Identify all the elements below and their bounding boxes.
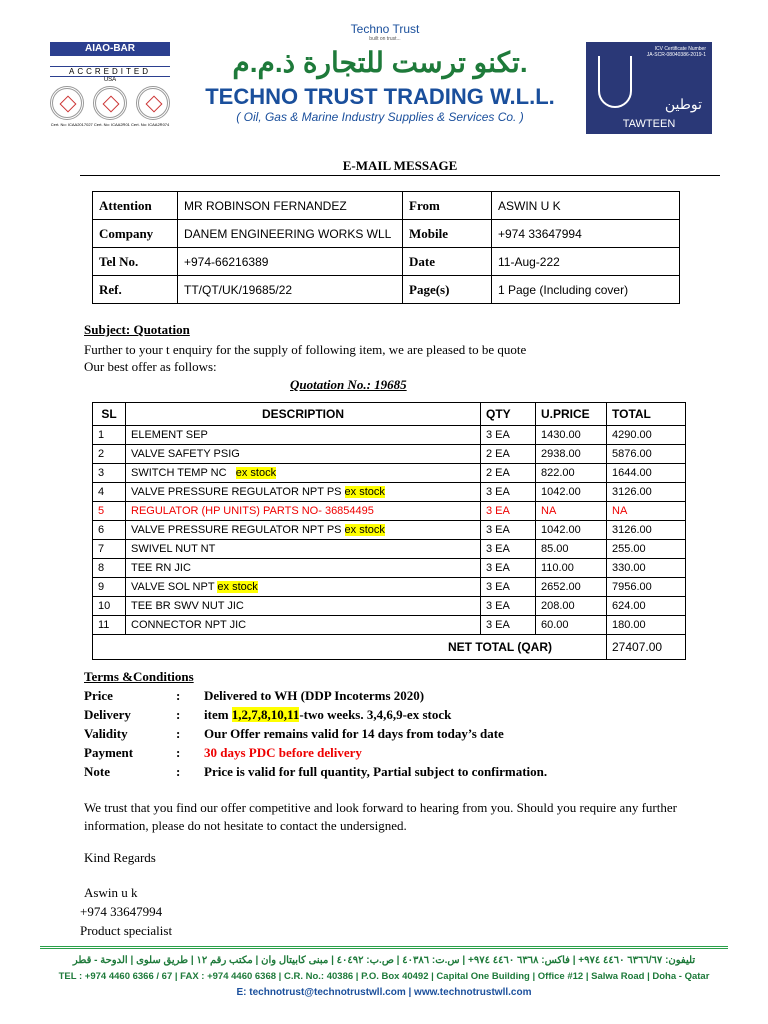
intro-line: Our best offer as follows:	[84, 359, 217, 374]
table-row	[93, 616, 686, 635]
aiao-band: AIAO-BAR	[50, 42, 170, 56]
item-sl: 8	[93, 559, 126, 578]
item-total: NA	[607, 502, 686, 521]
delivery-prefix: item	[204, 707, 232, 722]
tel-label: Tel No.	[93, 248, 178, 276]
usa-text: USA	[103, 77, 117, 83]
item-description-text: VALVE SAFETY PSIG	[131, 448, 240, 460]
item-description	[126, 426, 481, 445]
company-value: DANEM ENGINEERING WORKS WLL	[178, 220, 403, 248]
item-qty: 3 EA	[481, 502, 536, 521]
item-qty: 3 EA	[481, 483, 536, 502]
item-qty: 3 EA	[481, 616, 536, 635]
ref-label: Ref.	[93, 276, 178, 304]
item-uprice: 208.00	[536, 597, 607, 616]
item-sl: 1	[93, 426, 126, 445]
item-uprice: 60.00	[536, 616, 607, 635]
ex-stock-highlight: ex stock	[344, 524, 385, 536]
terms-value: 30 days PDC before delivery	[204, 745, 362, 760]
mobile-value: +974 33647994	[492, 220, 680, 248]
footer-arabic: تليفون: ٦٣٦٦/٦٧ ٤٤٦٠ ٩٧٤+ | فاكس: ٦٣٦٨ ٤٤٦٠ ٩٧٤+ | س.ت: ٤٠٣٨٦ | ص.ب: ٤٠٤٩٢ | مبنى كابيتال وان | مكتب رقم ١٢ | طريق سلوى | الدوحة - قطر	[72, 955, 696, 966]
item-total: 330.00	[607, 559, 686, 578]
item-sl: 3	[93, 464, 126, 483]
table-row	[93, 597, 686, 616]
from-label: From	[403, 192, 492, 220]
terms-value	[204, 705, 451, 724]
item-total: 3126.00	[607, 483, 686, 502]
from-value: ASWIN U K	[492, 192, 680, 220]
cert-numbers: Cert. No: ICAA2017027 Cert. No: ICAA2R01 Cert. No: ICAA2R074	[50, 122, 170, 127]
item-description	[126, 502, 481, 521]
item-qty: 3 EA	[481, 597, 536, 616]
table-row	[93, 559, 686, 578]
item-qty: 2 EA	[481, 464, 536, 483]
item-total: 255.00	[607, 540, 686, 559]
item-qty: 3 EA	[481, 578, 536, 597]
item-qty: 3 EA	[481, 521, 536, 540]
item-total: 7956.00	[607, 578, 686, 597]
item-sl: 9	[93, 578, 126, 597]
item-description	[126, 464, 481, 483]
quotation-items-table	[92, 402, 686, 660]
intro-line: Further to your t enquiry for the supply of following item, we are pleased to be quote	[84, 342, 527, 357]
item-description-text: SWITCH TEMP NC	[131, 467, 236, 479]
col-header-sl: SL	[93, 403, 126, 426]
terms-colon: :	[176, 764, 181, 779]
terms-label: Price	[84, 688, 113, 703]
terms-colon: :	[176, 726, 181, 741]
item-sl: 6	[93, 521, 126, 540]
item-description	[126, 540, 481, 559]
pages-label: Page(s)	[403, 276, 492, 304]
item-qty: 2 EA	[481, 445, 536, 464]
item-total: 180.00	[607, 616, 686, 635]
tel-value: +974-66216389	[178, 248, 403, 276]
terms-colon: :	[176, 745, 181, 760]
item-uprice: 822.00	[536, 464, 607, 483]
terms-title: Terms &Conditions	[84, 669, 194, 684]
item-sl: 4	[93, 483, 126, 502]
col-header-uprice: U.PRICE	[536, 403, 607, 426]
item-description-text: TEE RN JIC	[131, 562, 191, 574]
table-row	[93, 578, 686, 597]
item-description	[126, 445, 481, 464]
item-uprice: NA	[536, 502, 607, 521]
regards: Kind Regards	[84, 850, 156, 865]
item-total: 1644.00	[607, 464, 686, 483]
date-label: Date	[403, 248, 492, 276]
tawteen-cert: ICV Certificate Number JA-SCR-08040386-2019-1	[646, 46, 706, 58]
terms-list	[84, 686, 547, 781]
item-total: 624.00	[607, 597, 686, 616]
terms-label: Note	[84, 764, 110, 779]
company-name-arabic: تكنو ترست للتجارة ذ.م.م.	[232, 47, 528, 78]
net-total-label: NET TOTAL (QAR)	[93, 635, 607, 660]
accredited-text: ACCREDITED	[50, 66, 170, 77]
item-description-text: REGULATOR (HP UNITS) PARTS NO- 36854495	[131, 505, 374, 517]
item-sl: 7	[93, 540, 126, 559]
contact-info-table	[92, 191, 680, 304]
company-subtitle: ( Oil, Gas & Marine Industry Supplies & Services Co. )	[236, 110, 524, 124]
delivery-rest: -two weeks. 3,4,6,9-ex stock	[299, 707, 452, 722]
brand-tagline: built on trust...	[369, 36, 401, 42]
table-row	[93, 483, 686, 502]
item-description-text: VALVE PRESSURE REGULATOR NPT PS	[131, 486, 345, 498]
item-total: 5876.00	[607, 445, 686, 464]
seal-icon	[93, 86, 127, 120]
footer-email-web[interactable]: E: technotrust@technotrustwll.com | www.technotrustwll.com	[236, 987, 532, 998]
closing-paragraph: We trust that you find our offer competitive and look forward to hearing from you. Should you require any further information, please do not hesitate to contact the undersigned.	[84, 800, 677, 833]
item-sl: 2	[93, 445, 126, 464]
item-description-text: CONNECTOR NPT JIC	[131, 619, 247, 631]
intro-text	[84, 341, 704, 375]
item-qty: 3 EA	[481, 540, 536, 559]
table-header-row	[93, 403, 686, 426]
terms-row-delivery	[84, 705, 547, 724]
net-total-value: 27407.00	[607, 635, 686, 660]
certification-seals	[50, 86, 170, 120]
item-description-text: VALVE PRESSURE REGULATOR NPT PS	[131, 524, 345, 536]
item-description	[126, 559, 481, 578]
item-uprice: 2652.00	[536, 578, 607, 597]
terms-label: Delivery	[84, 707, 131, 722]
table-row	[93, 502, 686, 521]
terms-row-note	[84, 762, 547, 781]
terms-value: Price is valid for full quantity, Partial subject to confirmation.	[204, 764, 548, 779]
table-row	[93, 192, 680, 220]
attention-label: Attention	[93, 192, 178, 220]
item-description	[126, 483, 481, 502]
title-divider	[80, 175, 720, 176]
footer-contact: TEL : +974 4460 6366 / 67 | FAX : +974 4460 6368 | C.R. No.: 40386 | P.O. Box 40492 | Capital One Building | Office #12 | Salwa Road | Doha - Qatar	[58, 971, 710, 982]
footer-divider	[40, 946, 728, 949]
item-description	[126, 597, 481, 616]
table-row	[93, 445, 686, 464]
seal-icon	[50, 86, 84, 120]
item-uprice: 85.00	[536, 540, 607, 559]
signature-name: Aswin u k	[84, 885, 138, 900]
table-row	[93, 521, 686, 540]
tawteen-arabic: توطين	[664, 96, 702, 112]
ex-stock-highlight: ex stock	[217, 581, 258, 593]
terms-label: Validity	[84, 726, 128, 741]
item-qty: 3 EA	[481, 426, 536, 445]
letterhead	[0, 0, 768, 150]
pages-value: 1 Page (Including cover)	[492, 276, 680, 304]
item-uprice: 110.00	[536, 559, 607, 578]
terms-label: Payment	[84, 745, 134, 760]
signature-title: Product specialist	[80, 923, 173, 938]
item-uprice: 1042.00	[536, 483, 607, 502]
item-description	[126, 578, 481, 597]
item-description-text: ELEMENT SEP	[131, 429, 208, 441]
company-label: Company	[93, 220, 178, 248]
table-row	[93, 220, 680, 248]
ref-value: TT/QT/UK/19685/22	[178, 276, 403, 304]
table-row	[93, 248, 680, 276]
col-header-qty: QTY	[481, 403, 536, 426]
item-description	[126, 616, 481, 635]
terms-colon: :	[176, 707, 181, 722]
terms-row-price	[84, 686, 547, 705]
items-body	[93, 426, 686, 635]
mobile-label: Mobile	[403, 220, 492, 248]
tawteen-logo	[586, 42, 712, 134]
col-header-total: TOTAL	[607, 403, 686, 426]
item-qty: 3 EA	[481, 559, 536, 578]
brand-logo	[340, 22, 430, 42]
aiao-accreditation-logo	[50, 42, 170, 134]
table-row	[93, 276, 680, 304]
attention-value: MR ROBINSON FERNANDEZ	[178, 192, 403, 220]
tawteen-name: TAWTEEN	[622, 118, 676, 130]
terms-row-validity	[84, 724, 547, 743]
table-row	[93, 464, 686, 483]
terms-row-payment	[84, 743, 547, 762]
terms-colon: :	[176, 688, 181, 703]
col-header-description: DESCRIPTION	[126, 403, 481, 426]
item-uprice: 1430.00	[536, 426, 607, 445]
message-title: E-MAIL MESSAGE	[342, 158, 458, 173]
table-row	[93, 426, 686, 445]
item-description	[126, 521, 481, 540]
ex-stock-highlight: ex stock	[235, 467, 277, 479]
delivery-items-highlight: 1,2,7,8,10,11	[231, 707, 300, 722]
item-description-text: SWIVEL NUT NT	[131, 543, 216, 555]
quotation-number: Quotation No.: 19685	[290, 377, 407, 392]
item-description-text: VALVE SOL NPT	[131, 581, 218, 593]
item-total: 4290.00	[607, 426, 686, 445]
item-total: 3126.00	[607, 521, 686, 540]
company-name: TECHNO TRUST TRADING W.L.L.	[205, 84, 555, 109]
item-sl: 5	[93, 502, 126, 521]
net-total-row	[93, 635, 686, 660]
tawteen-mark-icon	[598, 56, 632, 108]
brand-logo-name: Techno Trust	[350, 22, 420, 36]
date-value: 11-Aug-222	[492, 248, 680, 276]
item-uprice: 2938.00	[536, 445, 607, 464]
item-sl: 10	[93, 597, 126, 616]
item-uprice: 1042.00	[536, 521, 607, 540]
signature-phone: +974 33647994	[80, 904, 163, 919]
seal-icon	[136, 86, 170, 120]
terms-value: Our Offer remains valid for 14 days from today’s date	[204, 726, 504, 741]
item-sl: 11	[93, 616, 126, 635]
table-row	[93, 540, 686, 559]
terms-value: Delivered to WH (DDP Incoterms 2020)	[204, 688, 425, 703]
ex-stock-highlight: ex stock	[344, 486, 385, 498]
subject-line: Subject: Quotation	[84, 322, 190, 337]
item-description-text: TEE BR SWV NUT JIC	[131, 600, 244, 612]
